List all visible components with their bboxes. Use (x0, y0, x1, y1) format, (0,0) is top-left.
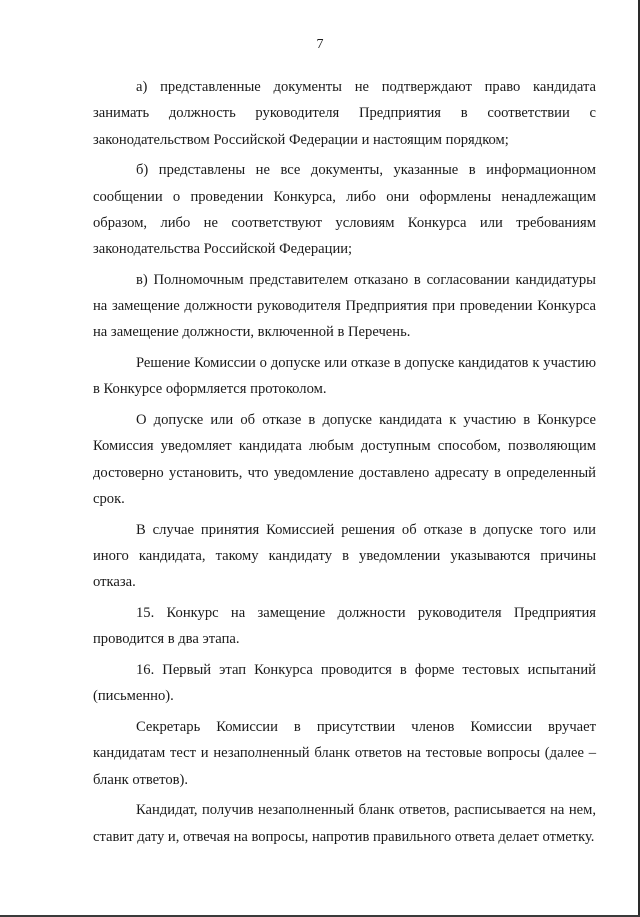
paragraph-item-v: в) Полномочным представителем отказано в согласовании кандидатуры на замещение должности руководителя Предприятия при проведении Конкурса на замещение должности, включенной в Перечень. (93, 271, 596, 341)
paragraph-item-a: а) представленные документы не подтверждают право кандидата занимать должность руководителя Предприятия в соответствии с законодательством Российской Федерации и настоящим порядком; (93, 79, 596, 148)
paragraph-notification: О допуске или об отказе в допуске кандидата к участию в Конкурсе Комиссия уведомляет кандидата любым доступным способом, позволяющим достоверно установить, что уведомление доставлено адресату в определенный срок. (93, 412, 596, 508)
paragraph-refusal-reasons: В случае принятия Комиссией решения об отказе в допуске того или иного кандидата, такому кандидату в уведомлении указываются причины отказа. (93, 521, 596, 591)
paragraph-item-b: б) представлены не все документы, указанные в информационном сообщении о проведении Конкурса, либо они оформлены ненадлежащим образом, либо не соответствуют условиям Конкурса или требованиям законодательства Российской Федерации; (93, 162, 596, 258)
page-number: 7 (316, 37, 324, 52)
paragraph-clause-15: 15. Конкурс на замещение должности руководителя Предприятия проводится в два этапа. (93, 604, 596, 648)
paragraph-clause-16: 16. Первый этап Конкурса проводится в форме тестовых испытаний (письменно). (93, 661, 596, 705)
paragraph-secretary: Секретарь Комиссии в присутствии членов Комиссии вручает кандидатам тест и незаполненный бланк ответов на тестовые вопросы (далее – бланк ответов). (93, 718, 596, 788)
paragraph-candidate: Кандидат, получив незаполненный бланк ответов, расписывается на нем, ставит дату и, отвечая на вопросы, напротив правильного ответа делает отметку. (93, 802, 596, 845)
document-body (93, 74, 596, 850)
paragraph-decision-protocol: Решение Комиссии о допуске или отказе в допуске кандидатов к участию в Конкурсе оформляется протоколом. (93, 355, 596, 398)
